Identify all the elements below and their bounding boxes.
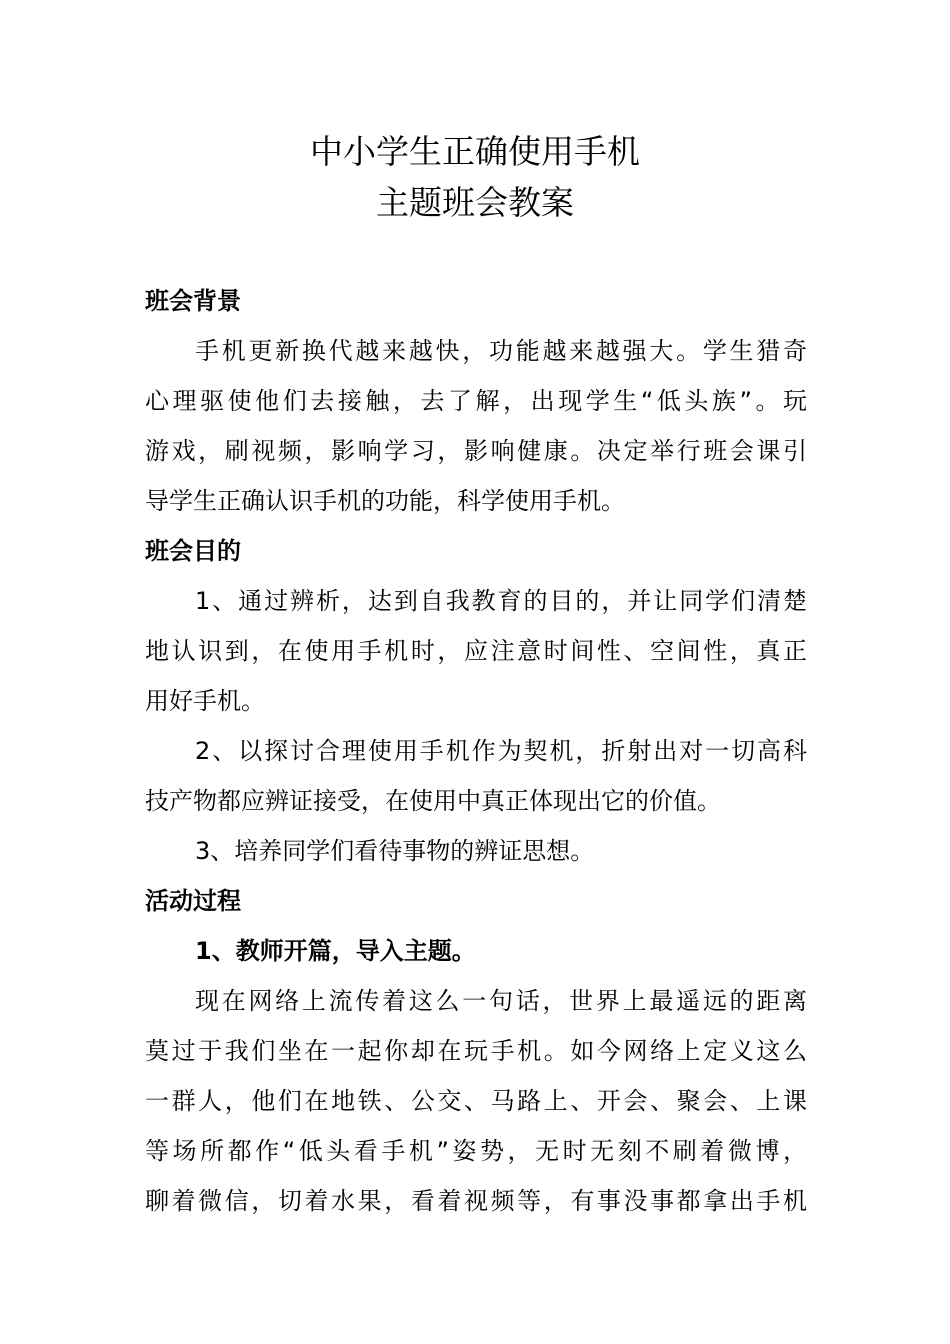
paragraph-line: 3、培养同学们看待事物的辨证思想。 — [195, 837, 595, 865]
paragraph-line: 地认识到，在使用手机时，应注意时间性、空间性，真正 — [145, 637, 807, 665]
paragraph-line: 等场所都作“低头看手机”姿势，无时无刻不刷着微博， — [145, 1137, 807, 1165]
paragraph-line: 心理驱使他们去接触，去了解，出现学生“低头族”。玩 — [145, 387, 807, 415]
section-heading-process: 活动过程 — [145, 887, 241, 915]
paragraph-line: 导学生正确认识手机的功能，科学使用手机。 — [145, 487, 625, 515]
paragraph-line: 用好手机。 — [145, 687, 265, 715]
paragraph-line: 2、以探讨合理使用手机作为契机，折射出对一切高科 — [195, 737, 807, 765]
paragraph-line: 聊着微信，切着水果，看着视频等，有事没事都拿出手机 — [145, 1187, 807, 1215]
document-title-line-1: 中小学生正确使用手机 — [310, 132, 640, 171]
paragraph-line: 技产物都应辨证接受，在使用中真正体现出它的价值。 — [145, 787, 721, 815]
paragraph-line: 现在网络上流传着这么一句话，世界上最遥远的距离 — [195, 987, 807, 1015]
paragraph-line: 手机更新换代越来越快，功能越来越强大。学生猎奇 — [195, 337, 807, 365]
paragraph-line: 一群人，他们在地铁、公交、马路上、开会、聚会、上课 — [145, 1087, 807, 1115]
document-body — [145, 276, 807, 1226]
section-heading-purpose: 班会目的 — [145, 537, 241, 565]
paragraph-line: 莫过于我们坐在一起你却在玩手机。如今网络上定义这么 — [145, 1037, 807, 1065]
paragraph-line: 游戏，刷视频，影响学习，影响健康。决定举行班会课引 — [145, 437, 807, 465]
document-title-line-2: 主题班会教案 — [376, 183, 574, 222]
subsection-heading-step1: 1、教师开篇，导入主题。 — [195, 937, 476, 965]
section-heading-background: 班会背景 — [145, 287, 241, 315]
paragraph-line: 1、通过辨析，达到自我教育的目的，并让同学们清楚 — [195, 587, 807, 615]
